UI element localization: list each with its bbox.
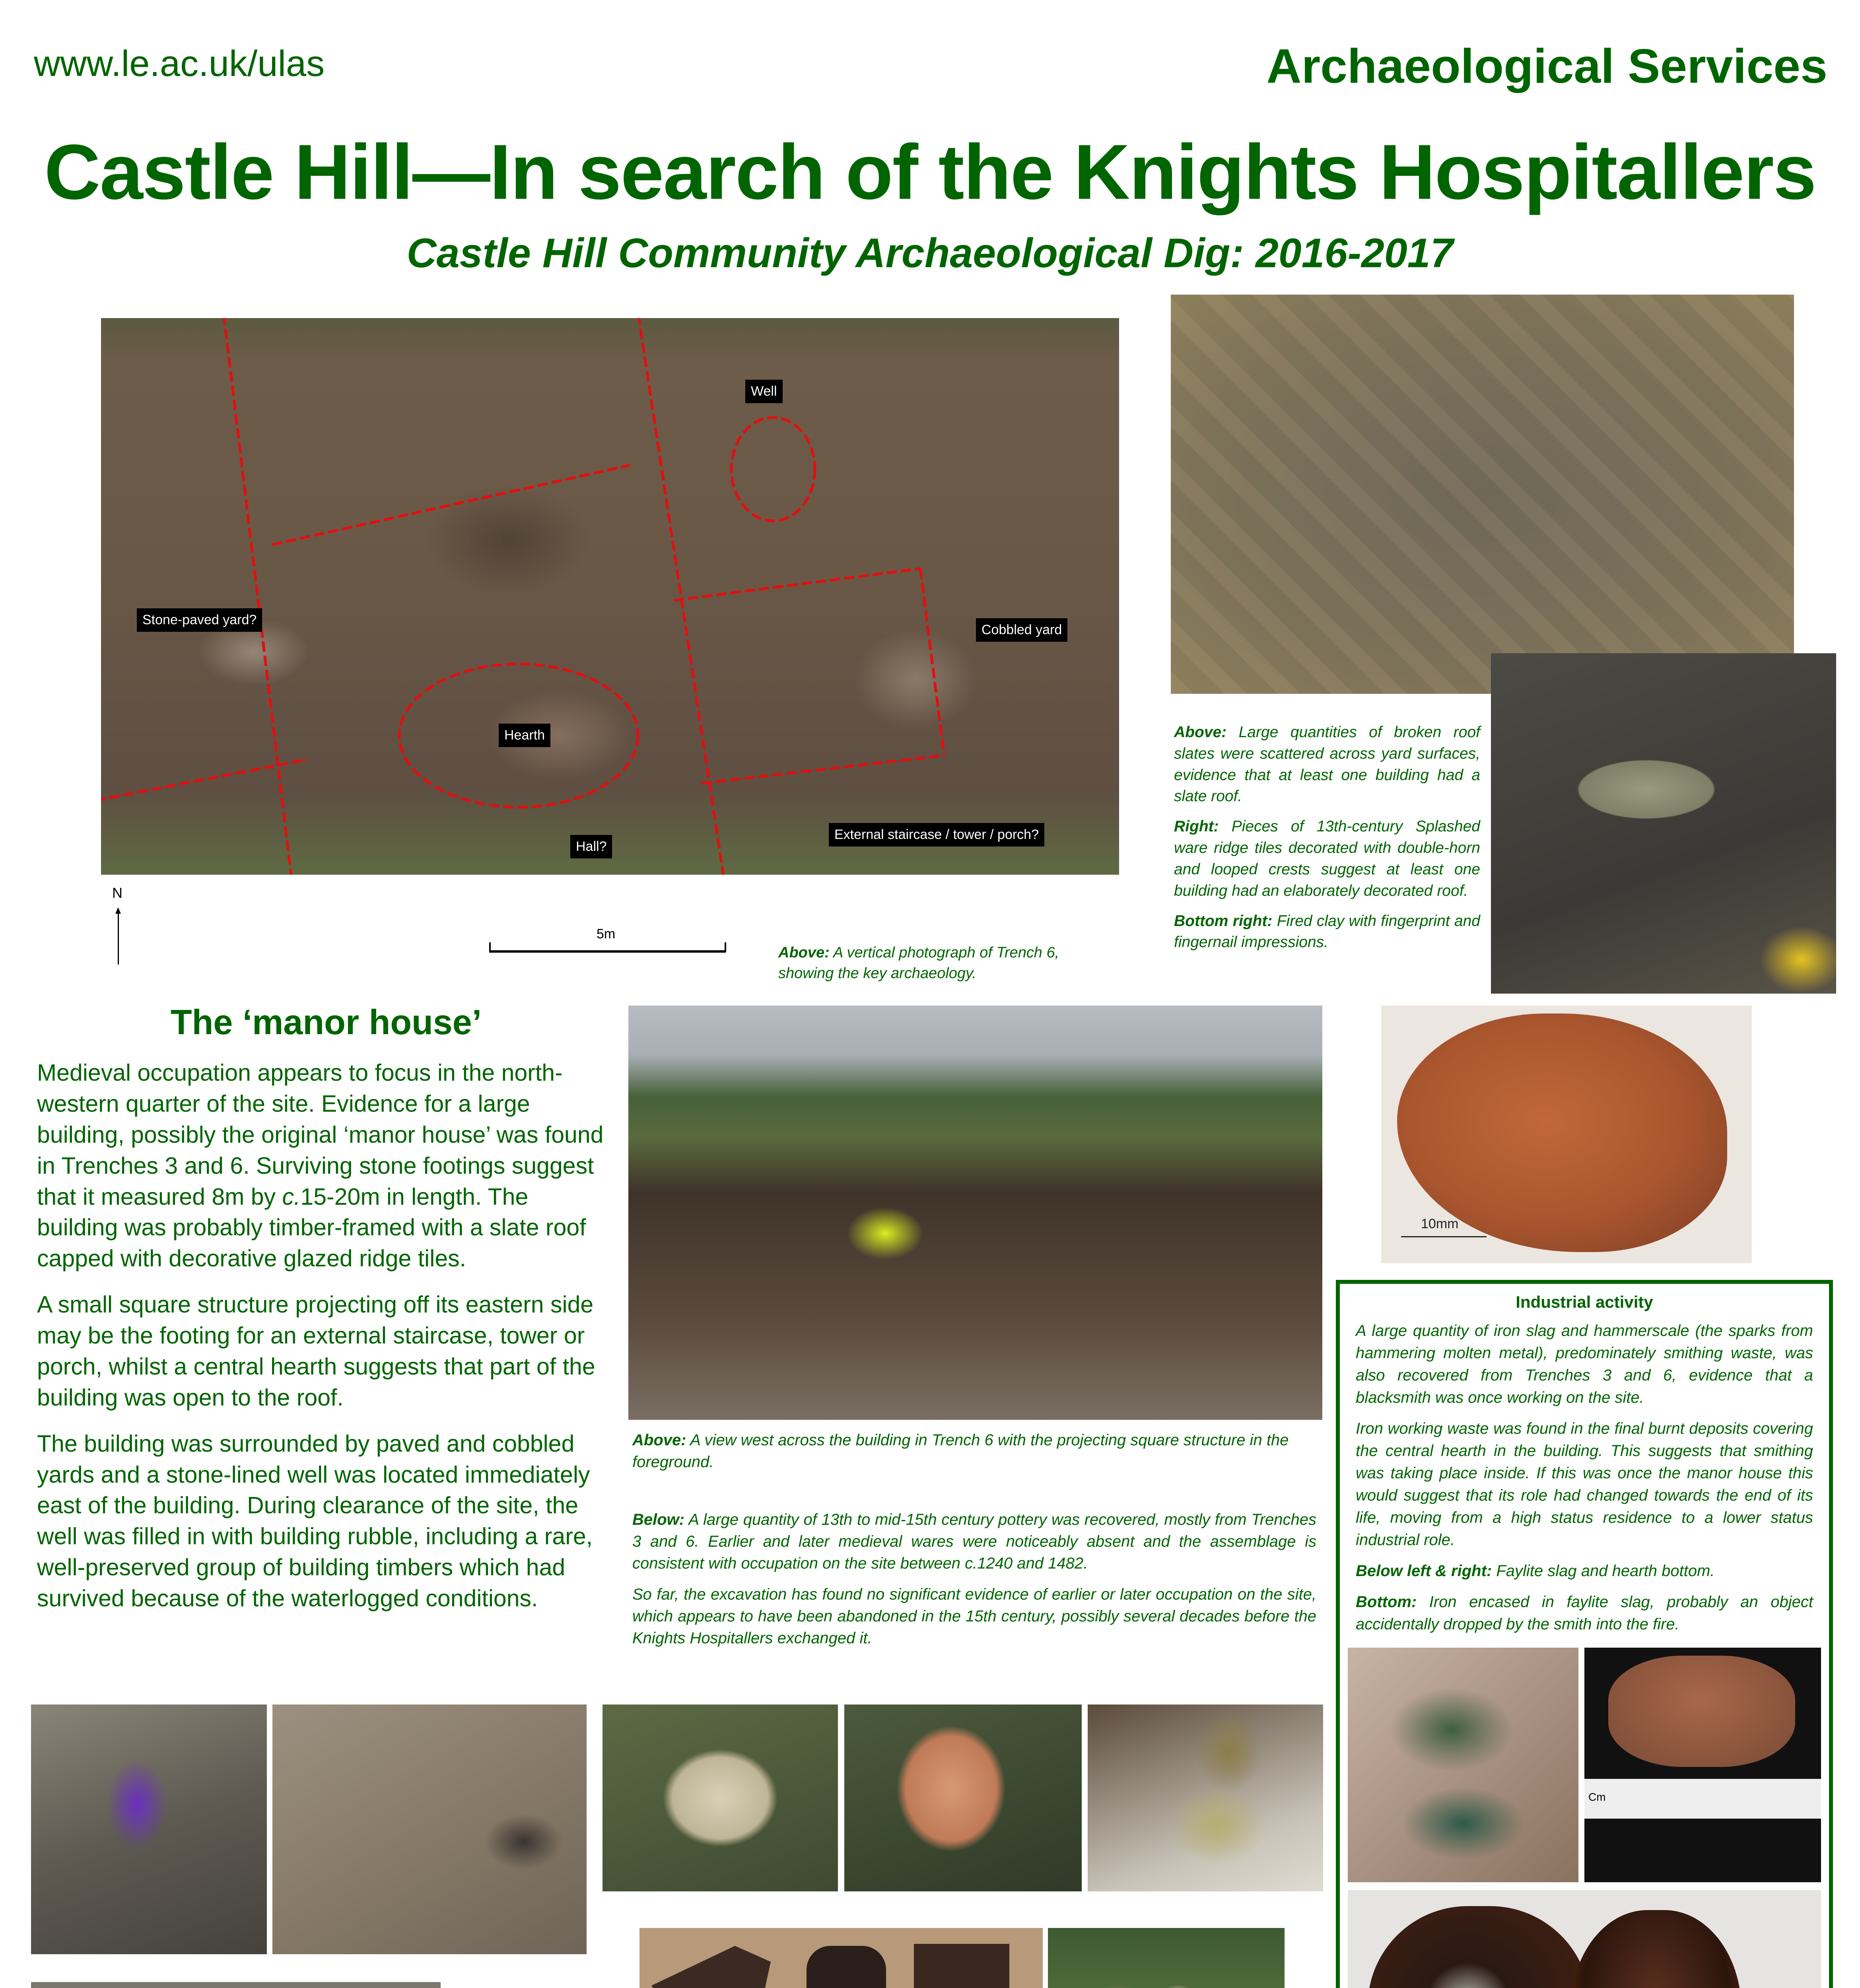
knife-fragment-1	[651, 1946, 771, 1988]
caption-label: Bottom right:	[1174, 912, 1273, 930]
knife-fragment-3	[914, 1944, 1009, 1988]
industrial-activity-panel	[1336, 1280, 1833, 1988]
poster-title: Castle Hill—In search of the Knights Hospitallers	[44, 128, 1816, 215]
map-label-hall: Hall?	[570, 835, 612, 858]
caption-text: Faylite slag and hearth bottom.	[1492, 1562, 1715, 1580]
pottery-ridge-tile-photo	[844, 1705, 1082, 1891]
poster-subtitle: Castle Hill Community Archaeological Dig: 2016-2017	[406, 230, 1454, 276]
manor-paragraph-2: A small square structure projecting off its eastern side may be the footing for an external staircase, tower or porch, whilst a central hearth suggests that part of the building was open to the roof.	[37, 1291, 595, 1411]
scale-bar	[489, 950, 726, 953]
caption-label: Above:	[632, 1431, 686, 1449]
trench-view-west-photo	[628, 1006, 1322, 1420]
fired-clay-photo	[1381, 1006, 1752, 1263]
roof-caption-right	[1174, 816, 1480, 901]
caption-text: Pieces of 13th-century Splashed ware ridge tiles decorated with double-horn and looped crests suggest at least one building had an elaborately decorated roof.	[1174, 818, 1480, 899]
iron-in-slag-photo	[1348, 1890, 1821, 1988]
trench-annotation-lines	[101, 318, 1119, 875]
map-label-well: Well	[745, 380, 783, 403]
caption-label: Bottom:	[1356, 1593, 1417, 1611]
manor-paragraph-1	[37, 1058, 610, 1274]
map-label-stone-paved-yard: Stone-paved yard?	[137, 608, 262, 632]
manor-p1-text-end: 15-20m in length. The building was probably timber-framed with a slate roof capped with decorative glazed ridge tiles.	[37, 1183, 586, 1272]
manor-paragraph-3: The building was surrounded by paved and cobbled yards and a stone-lined well was located immediately east of the building. During clearance of the site, the well was filled in with building rubble, including a rare, well-preserved group of building timbers which had survived because of the waterlogged conditions.	[37, 1430, 593, 1611]
map-caption-label: Above:	[778, 944, 830, 961]
roof-caption-bottom-right	[1174, 911, 1480, 953]
organisation-name: Archaeological Services	[1266, 39, 1827, 93]
manor-p1-circa: c.	[282, 1183, 301, 1210]
caption-label: Below:	[632, 1511, 685, 1528]
well-excavation-kneeling-photo	[31, 1705, 267, 1954]
pottery-paragraph-2: So far, the excavation has found no significant evidence of earlier or later occupation on the site, which appears to have been abandoned in the 15th century, possibly several decades before the Knights Hospitallers exchanged it.	[632, 1585, 1316, 1647]
pottery-paragraph-1	[632, 1509, 1316, 1575]
fired-clay-scale-bar	[1401, 1236, 1487, 1237]
caption-text: A view west across the building in Trench 6 with the projecting square structure in the foreground.	[632, 1431, 1289, 1471]
trench-caption	[632, 1429, 1316, 1473]
roof-slates-photo	[1171, 295, 1794, 694]
well-timbers-photo	[31, 1982, 441, 1988]
map-caption-text: A vertical photograph of Trench 6, showing the key archaeology.	[778, 944, 1059, 982]
scale-bar-label: 5m	[597, 926, 616, 942]
industrial-paragraph-3	[1356, 1560, 1813, 1582]
ridge-tile-photo	[1491, 653, 1836, 994]
caption-label: Below left & right:	[1356, 1562, 1492, 1580]
pottery-glazed-sherds-photo	[1088, 1705, 1323, 1891]
caption-text: Fired clay with fingerprint and fingernail impressions.	[1174, 912, 1480, 951]
pottery-text	[632, 1509, 1316, 1658]
iron-object-right	[1570, 1910, 1741, 1988]
caption-label: Above:	[1174, 724, 1227, 741]
manor-p1-text: Medieval occupation appears to focus in the north-western quarter of the site. Evidence for a large building, possibly the original ‘manor house’ was found in Trenches 3 and 6. Surviving stone footings suggest that it measured 8m by	[37, 1060, 604, 1210]
scale-bar-tick-right	[725, 942, 726, 952]
pottery-sherd-photo-1	[603, 1705, 838, 1891]
industrial-heading: Industrial activity	[1516, 1293, 1653, 1311]
hearth-bottom-photo	[1584, 1648, 1821, 1882]
website-url[interactable]: www.le.ac.uk/ulas	[34, 43, 325, 84]
fired-clay-scale-label: 10mm	[1421, 1216, 1459, 1231]
industrial-paragraph-1: A large quantity of iron slag and hammerscale (the sparks from hammering molten metal), predominately smithing waste, was also recovered from Trenches 3 and 6, evidence that a blacksmith was once working on the site.	[1356, 1322, 1813, 1406]
lead-plum-bob-photo	[1048, 1928, 1285, 1988]
trench-6-vertical-photo	[101, 318, 1119, 875]
caption-label: Right:	[1174, 818, 1219, 835]
hearth-bottom-scale	[1584, 1779, 1821, 1819]
map-label-external-staircase: External staircase / tower / porch?	[829, 823, 1044, 846]
hearth-bottom-scale-label: Cm	[1588, 1791, 1606, 1803]
iron-object-left	[1368, 1906, 1590, 1988]
map-label-cobbled-yard: Cobbled yard	[976, 618, 1067, 642]
caption-text: Large quantities of broken roof slates were scattered across yard surfaces, evidence that at least one building had a slate roof.	[1174, 724, 1480, 805]
north-label: N	[112, 885, 122, 901]
well-excavation-man-photo	[272, 1705, 587, 1954]
industrial-paragraph-2: Iron working waste was found in the final burnt deposits covering the central hearth in the building. This suggests that smithing was taking place inside. If this was once the manor house this would suggest that its role had changed towards the end of its life, moving from a high status residence to a lower status industrial role.	[1356, 1420, 1813, 1549]
map-caption	[778, 942, 1112, 984]
hearth-bottom-object	[1608, 1656, 1795, 1767]
caption-text: A large quantity of 13th to mid-15th century pottery was recovered, mostly from Trenches 3 and 6. Earlier and later medieval wares were noticeably absent and the assemblage is consistent with occupation on the site between c.1240 and 1482.	[632, 1511, 1316, 1573]
roof-captions	[1174, 722, 1480, 962]
manor-house-text	[37, 1058, 610, 1629]
north-arrow-icon	[118, 913, 119, 965]
iron-knife-photo	[639, 1928, 1043, 1988]
map-label-hearth: Hearth	[499, 724, 550, 747]
roof-caption-above	[1174, 722, 1480, 807]
knife-fragment-2	[807, 1946, 886, 1988]
caption-text: Iron encased in faylite slag, probably an object accidentally dropped by the smith into the fire.	[1356, 1593, 1813, 1633]
scale-bar-tick-left	[489, 942, 491, 952]
industrial-text	[1356, 1320, 1813, 1644]
faylite-slag-photo	[1348, 1648, 1578, 1882]
manor-house-heading: The ‘manor house’	[170, 1002, 482, 1042]
industrial-paragraph-4	[1356, 1591, 1813, 1635]
